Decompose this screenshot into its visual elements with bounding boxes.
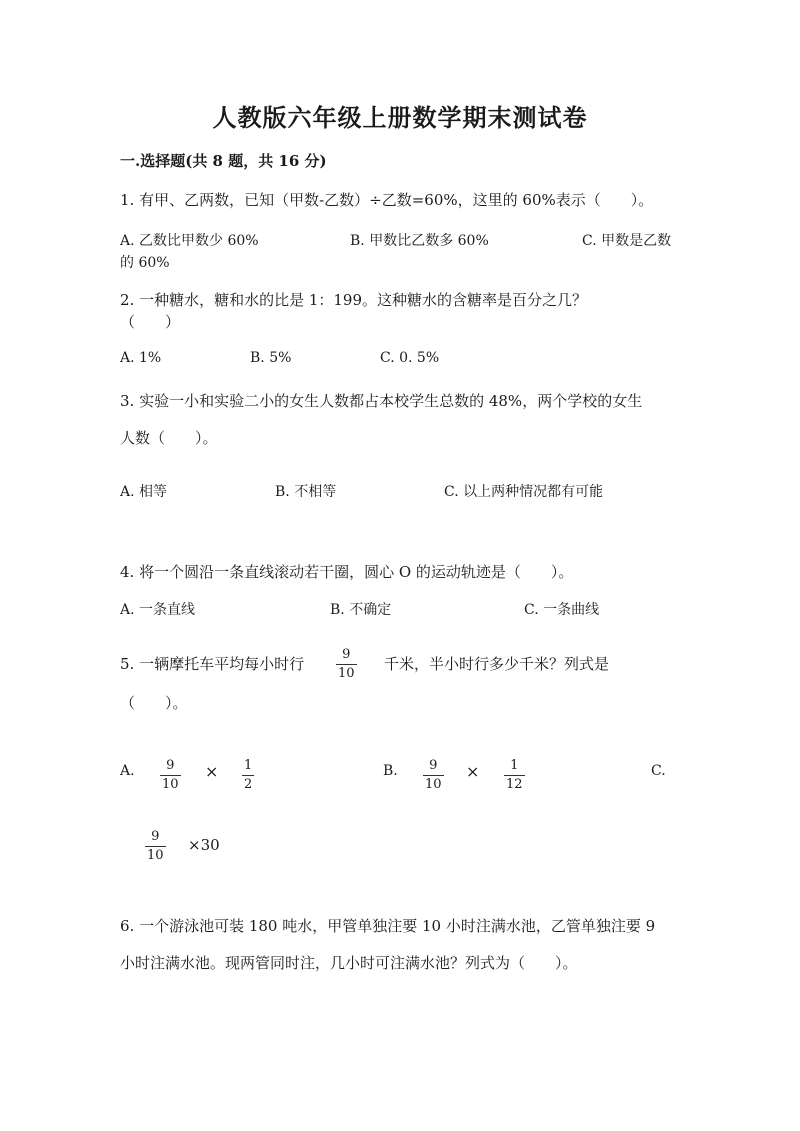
- question-3-stem: 3. 实验一小和实验二小的女生人数都占本校学生总数的 48%，两个学校的女生: [120, 392, 643, 410]
- question-3-stem-continued: 人数（ ）。: [120, 429, 218, 447]
- question-5-option-a-times: ×: [205, 762, 219, 781]
- fraction-numerator: 1: [510, 758, 519, 773]
- question-3-option-b: B. 不相等: [275, 484, 337, 500]
- question-5-stem-part1: 5. 一辆摩托车平均每小时行: [120, 655, 305, 673]
- question-1-option-c-continued: 的 60%: [120, 255, 170, 271]
- question-2-option-c: C. 0. 5%: [380, 350, 440, 366]
- question-2-stem-continued: （ ）: [120, 313, 181, 331]
- fraction-numerator: 9: [151, 829, 160, 844]
- question-5-option-c-fraction: [145, 829, 166, 864]
- question-5-fraction: [336, 647, 357, 682]
- question-4-stem: 4. 将一个圆沿一条直线滚动若干圈，圆心 O 的运动轨迹是（ ）。: [120, 563, 574, 581]
- fraction-denominator: 10: [338, 666, 355, 681]
- question-5-option-a-fraction-2: [242, 758, 254, 793]
- fraction-numerator: 9: [429, 758, 438, 773]
- section-heading: 一.选择题(共 8 题，共 16 分): [120, 152, 327, 170]
- page-title: 人教版六年级上册数学期末测试卷: [212, 103, 588, 132]
- question-2-option-a: A. 1%: [120, 350, 162, 366]
- fraction-bar: [242, 775, 254, 776]
- question-2-stem: 2. 一种糖水，糖和水的比是 1：199。这种糖水的含糖率是百分之几？: [120, 291, 588, 309]
- fraction-bar: [423, 775, 444, 776]
- fraction-bar: [504, 775, 525, 776]
- fraction-numerator: 1: [244, 758, 253, 773]
- fraction-bar: [160, 775, 181, 776]
- fraction-bar: [336, 664, 357, 665]
- fraction-denominator: 10: [425, 777, 442, 792]
- fraction-numerator: 9: [166, 758, 175, 773]
- question-5-option-a-label: A.: [120, 763, 135, 779]
- fraction-denominator: 12: [506, 777, 523, 792]
- question-1-option-a: A. 乙数比甲数少 60%: [120, 233, 259, 249]
- fraction-denominator: 2: [244, 777, 253, 792]
- question-3-option-c: C. 以上两种情况都有可能: [444, 484, 604, 500]
- question-1-option-b: B. 甲数比乙数多 60%: [350, 233, 489, 249]
- fraction-denominator: 10: [147, 848, 164, 863]
- question-1-option-c: C. 甲数是乙数: [582, 233, 672, 249]
- fraction-numerator: 9: [342, 647, 351, 662]
- question-3-option-a: A. 相等: [120, 484, 168, 500]
- question-5-option-c-label: C.: [651, 763, 666, 779]
- question-5-stem-continued: （ ）。: [120, 694, 188, 712]
- fraction-denominator: 10: [162, 777, 179, 792]
- question-5-option-a-fraction-1: [160, 758, 181, 793]
- question-6-stem: 6. 一个游泳池可装 180 吨水，甲管单独注要 10 小时注满水池，乙管单独注要 9: [120, 917, 656, 935]
- question-5-option-b-fraction-1: [423, 758, 444, 793]
- question-5-option-b-times: ×: [466, 762, 480, 781]
- question-5-stem-part2: 千米，半小时行多少千米？列式是: [384, 655, 610, 673]
- fraction-bar: [145, 846, 166, 847]
- question-5-option-b-label: B.: [383, 763, 398, 779]
- question-4-option-c: C. 一条曲线: [524, 602, 600, 618]
- question-1-stem: 1. 有甲、乙两数，已知（甲数-乙数）÷乙数=60%，这里的 60%表示（ ）。: [120, 191, 654, 209]
- question-4-option-a: A. 一条直线: [120, 602, 196, 618]
- question-5-option-b-fraction-2: [504, 758, 525, 793]
- question-2-option-b: B. 5%: [250, 350, 292, 366]
- question-6-stem-continued: 小时注满水池。现两管同时注，几小时可注满水池？列式为（ ）。: [120, 954, 578, 972]
- question-4-option-b: B. 不确定: [330, 602, 392, 618]
- question-5-option-c-rest: ×30: [188, 836, 220, 854]
